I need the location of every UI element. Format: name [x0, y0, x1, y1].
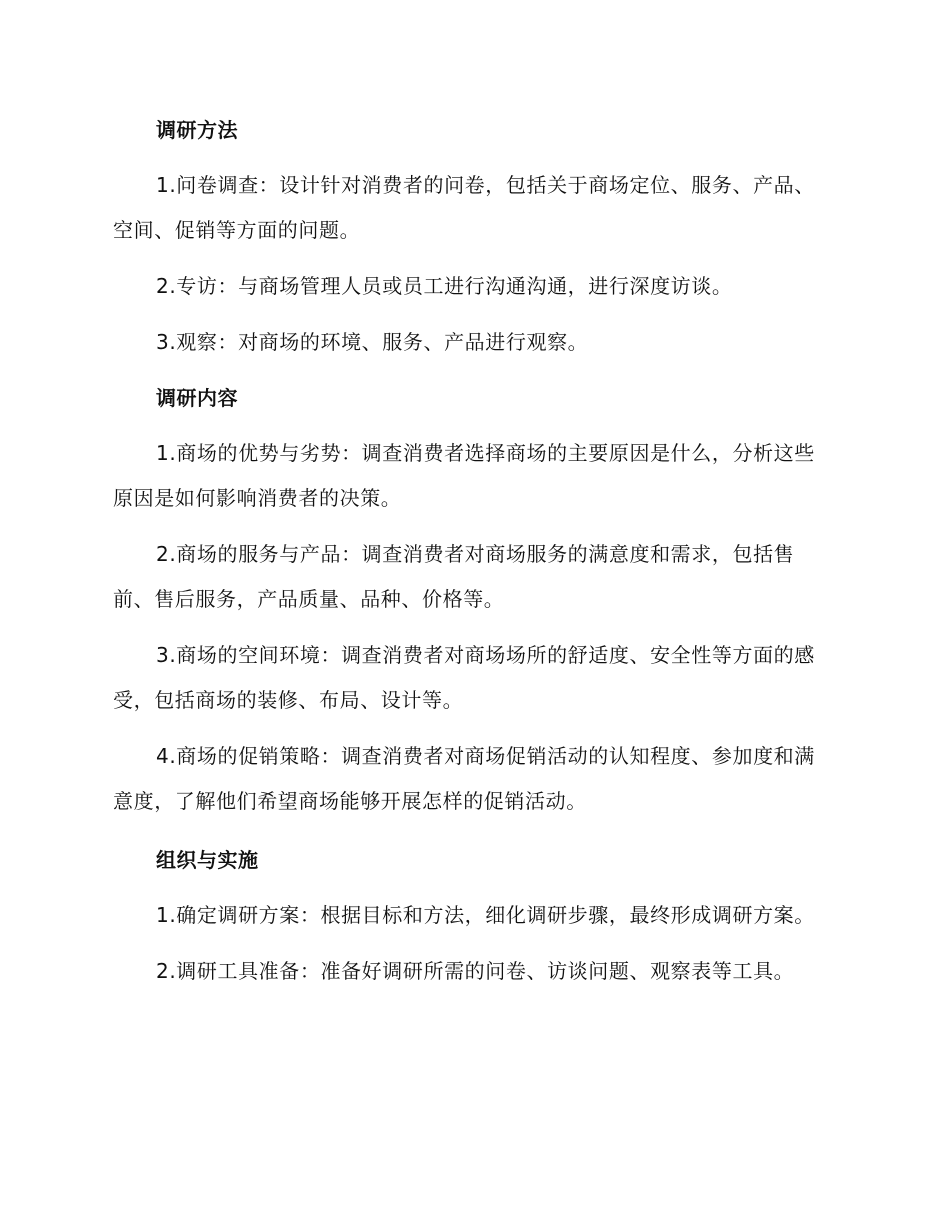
paragraph-observation: 3.观察：对商场的环境、服务、产品进行观察。	[156, 330, 589, 354]
paragraph-research-tools: 2.调研工具准备：准备好调研所需的问卷、访谈问题、观察表等工具。	[156, 959, 795, 983]
paragraph-interview: 2.专访：与商场管理人员或员工进行沟通沟通，进行深度访谈。	[156, 274, 733, 298]
paragraph-research-plan: 1.确定调研方案：根据目标和方法，细化调研步骤，最终形成调研方案。	[156, 903, 815, 927]
paragraph-space-environment: 3.商场的空间环境：调查消费者对商场场所的舒适度、安全性等方面的感受，包括商场的装修、布局、设计等。	[113, 643, 815, 712]
document-page	[113, 110, 833, 994]
paragraph-strengths-weaknesses: 1.商场的优势与劣势：调查消费者选择商场的主要原因是什么，分析这些原因是如何影响消费者的决策。	[113, 441, 815, 510]
paragraph-questionnaire: 1.问卷调查：设计针对消费者的问卷，包括关于商场定位、服务、产品、空间、促销等方面的问题。	[113, 173, 815, 242]
section-heading-content: 调研内容	[156, 386, 238, 410]
paragraph-promotion-strategy: 4.商场的促销策略：调查消费者对商场促销活动的认知程度、参加度和满意度，了解他们希望商场能够开展怎样的促销活动。	[113, 744, 815, 813]
section-heading-implementation: 组织与实施	[156, 848, 259, 872]
section-heading-methods: 调研方法	[156, 118, 238, 142]
paragraph-service-product: 2.商场的服务与产品：调查消费者对商场服务的满意度和需求，包括售前、售后服务，产品质量、品种、价格等。	[113, 542, 795, 611]
